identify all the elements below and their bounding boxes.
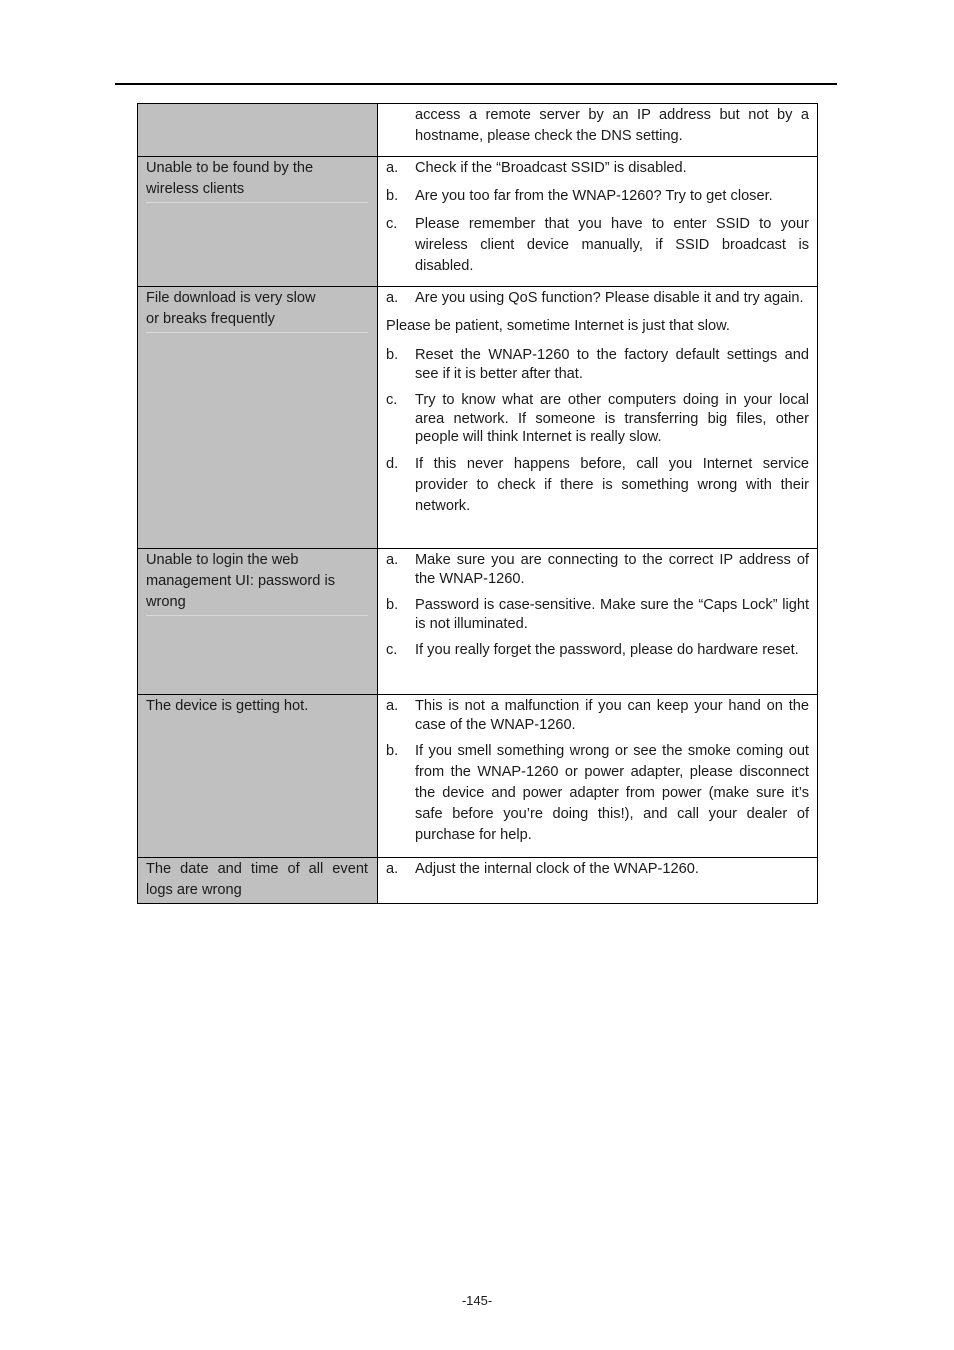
- item-text: If this never happens before, call you Internet service provider to check if there is something wrong with their network.: [415, 455, 809, 514]
- item-marker: c.: [386, 642, 398, 658]
- item-marker: c.: [386, 392, 398, 408]
- item-marker: a.: [386, 698, 399, 714]
- problem-line: or breaks frequently: [146, 311, 275, 327]
- problem-text: The device is getting hot.: [146, 698, 309, 714]
- item-text: Make sure you are connecting to the correct IP address of the WNAP-1260.: [415, 552, 809, 587]
- solution-item: [386, 741, 809, 846]
- item-text: Try to know what are other computers doing in your local area network. If someone is transferring big files, other people will think Internet is really slow.: [415, 392, 809, 445]
- item-text: If you really forget the password, please do hardware reset.: [415, 642, 799, 658]
- solution-item: [386, 454, 809, 517]
- solution-item: [386, 696, 809, 734]
- item-text: If you smell something wrong or see the smoke coming out from the WNAP-1260 or power adapter, please disconnect the device and power adapter from power (make sure it’s safe before you’re doing this!), and call your dealer of purchase for help.: [415, 743, 809, 843]
- table-row: [138, 104, 818, 157]
- item-text: Adjust the internal clock of the WNAP-1260.: [415, 861, 699, 877]
- solution-item: [386, 859, 809, 880]
- solution-item: [386, 550, 809, 588]
- header-rule: [115, 83, 837, 85]
- item-text: access a remote server by an IP address but not by a hostname, please check the DNS setting.: [415, 107, 809, 144]
- item-text: Password is case-sensitive. Make sure the “Caps Lock” light is not illuminated.: [415, 597, 809, 632]
- problem-text: [146, 288, 368, 333]
- table-row: [138, 157, 818, 287]
- problem-text: Unable to be found by the wireless clients: [146, 158, 368, 203]
- solution-cell: [378, 549, 818, 695]
- solution-cell: [378, 858, 818, 904]
- solution-item: [386, 214, 809, 277]
- problem-line: management UI: password is: [146, 573, 335, 589]
- solution-item: [386, 595, 809, 633]
- item-marker: b.: [386, 188, 399, 204]
- item-marker: b.: [386, 743, 399, 759]
- item-marker: a.: [386, 552, 399, 568]
- item-text: Reset the WNAP-1260 to the factory default settings and see if it is better after that.: [415, 347, 809, 382]
- problem-cell: [138, 157, 378, 287]
- solution-cell: [378, 695, 818, 858]
- solution-cell: [378, 287, 818, 549]
- page-number: -145-: [461, 1293, 493, 1308]
- problem-cell: [138, 858, 378, 904]
- solution-item: [386, 288, 809, 309]
- item-marker: b.: [386, 347, 399, 363]
- solution-item: [386, 105, 809, 147]
- item-marker: c.: [386, 216, 398, 232]
- solution-item: [386, 186, 809, 207]
- table-row: [138, 858, 818, 904]
- item-marker: b.: [386, 597, 399, 613]
- table-row: [138, 695, 818, 858]
- item-text: Check if the “Broadcast SSID” is disabled.: [415, 160, 687, 176]
- item-marker: a.: [386, 861, 399, 877]
- item-marker: a.: [386, 290, 399, 306]
- problem-text: [146, 550, 368, 616]
- problem-cell: [138, 695, 378, 858]
- item-text: Are you using QoS function? Please disable it and try again.: [415, 290, 804, 306]
- item-marker: a.: [386, 160, 399, 176]
- table-row: [138, 549, 818, 695]
- item-marker: [386, 105, 415, 147]
- item-text: Are you too far from the WNAP-1260? Try to get closer.: [415, 188, 773, 204]
- solution-cell: [378, 157, 818, 287]
- solution-item: [386, 640, 809, 661]
- solution-item: [386, 345, 809, 383]
- problem-line: wrong: [146, 594, 186, 610]
- solution-note: Please be patient, sometime Internet is just that slow.: [386, 318, 730, 334]
- problem-line: Unable to login the web: [146, 552, 299, 568]
- problem-cell: [138, 549, 378, 695]
- solution-cell: [378, 104, 818, 157]
- solution-item: [386, 158, 809, 179]
- problem-line: File download is very slow: [146, 290, 316, 306]
- table-row: [138, 287, 818, 549]
- problem-cell: [138, 104, 378, 157]
- item-text: This is not a malfunction if you can keep your hand on the case of the WNAP-1260.: [415, 698, 809, 733]
- item-marker: d.: [386, 455, 399, 472]
- solution-item: [386, 390, 809, 447]
- troubleshooting-table: [137, 103, 818, 904]
- problem-cell: [138, 287, 378, 549]
- item-text: Please remember that you have to enter SSID to your wireless client device manually, if SSID broadcast is disabled.: [415, 216, 809, 274]
- problem-text: The date and time of all event logs are wrong: [146, 861, 368, 898]
